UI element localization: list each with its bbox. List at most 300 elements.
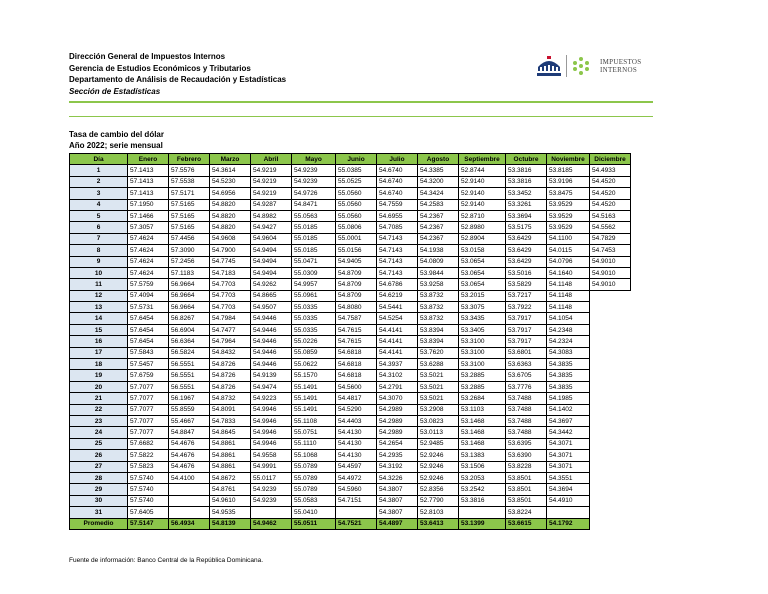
rate-cell: 53.2885 xyxy=(459,370,506,381)
rate-cell: 53.3100 xyxy=(459,336,506,347)
rate-cell: 53.7488 xyxy=(506,427,547,438)
header-line-2: Gerencia de Estudios Económicos y Tributarios xyxy=(69,63,251,73)
rate-cell: 54.1148 xyxy=(547,302,590,313)
rate-cell: 54.9494 xyxy=(251,256,292,267)
rate-cell: 54.9223 xyxy=(251,393,292,404)
rate-cell: 54.9608 xyxy=(210,233,251,244)
rate-cell: 57.1183 xyxy=(169,267,210,278)
rate-cell: 54.4130 xyxy=(336,438,377,449)
rate-cell: 55.0563 xyxy=(292,210,336,221)
rate-cell: 54.6818 xyxy=(336,359,377,370)
rate-cell: 53.0654 xyxy=(459,279,506,290)
average-cell xyxy=(590,518,631,529)
rate-cell: 53.0654 xyxy=(459,267,506,278)
rate-cell: 54.3614 xyxy=(210,165,251,176)
rate-cell: 53.0158 xyxy=(459,245,506,256)
rate-cell: 54.8982 xyxy=(251,210,292,221)
day-cell: 28 xyxy=(70,472,128,483)
rate-cell: 53.7488 xyxy=(506,415,547,426)
rate-cell: 54.0796 xyxy=(547,256,590,267)
rate-cell: 54.8820 xyxy=(210,210,251,221)
rate-cell: 54.5254 xyxy=(377,313,418,324)
rate-cell xyxy=(590,313,631,324)
rate-cell: 54.9219 xyxy=(251,188,292,199)
rate-cell: 56.5551 xyxy=(169,381,210,392)
rate-cell xyxy=(336,507,377,518)
rate-cell: 54.9446 xyxy=(251,347,292,358)
table-row xyxy=(70,267,631,278)
rate-cell: 54.6219 xyxy=(377,290,418,301)
rate-cell: 55.0789 xyxy=(292,472,336,483)
rate-cell: 53.8224 xyxy=(506,507,547,518)
rate-cell: 54.5562 xyxy=(590,222,631,233)
day-cell: 11 xyxy=(70,279,128,290)
rate-cell: 54.9726 xyxy=(292,188,336,199)
rate-cell: 52.9246 xyxy=(418,450,459,461)
column-header: Mayo xyxy=(292,154,336,165)
table-row xyxy=(70,233,631,244)
day-cell: 7 xyxy=(70,233,128,244)
rate-cell: 54.6955 xyxy=(377,210,418,221)
rate-cell: 53.7620 xyxy=(418,347,459,358)
rate-cell: 53.6395 xyxy=(506,438,547,449)
table-row xyxy=(70,427,631,438)
rate-cell: 52.9246 xyxy=(418,461,459,472)
rate-cell: 54.5441 xyxy=(377,302,418,313)
rate-cell: 54.6818 xyxy=(336,370,377,381)
rate-cell: 55.0560 xyxy=(336,210,377,221)
header-line-1: Dirección General de Impuestos Internos xyxy=(69,52,226,61)
average-cell: 53.1399 xyxy=(459,518,506,529)
rate-cell: 54.3835 xyxy=(547,370,590,381)
rate-cell: 54.4910 xyxy=(547,495,590,506)
rate-cell: 57.4624 xyxy=(128,256,169,267)
rate-cell: 57.3090 xyxy=(169,245,210,256)
rate-cell: 53.9529 xyxy=(547,199,590,210)
rate-cell: 53.6363 xyxy=(506,359,547,370)
average-cell: 54.9462 xyxy=(251,518,292,529)
rate-cell: 57.7077 xyxy=(128,381,169,392)
rate-cell: 54.3226 xyxy=(377,472,418,483)
rate-cell: 53.3100 xyxy=(459,347,506,358)
rate-cell: 56.6364 xyxy=(169,336,210,347)
rate-cell: 53.8475 xyxy=(547,188,590,199)
rate-cell: 53.6429 xyxy=(506,233,547,244)
rate-cell: 57.4456 xyxy=(169,233,210,244)
rate-cell: 54.2348 xyxy=(547,324,590,335)
rate-cell: 57.1413 xyxy=(128,188,169,199)
rate-cell: 54.8709 xyxy=(336,279,377,290)
day-cell: 20 xyxy=(70,381,128,392)
rate-cell: 54.9287 xyxy=(251,199,292,210)
exchange-rate-table xyxy=(69,153,631,530)
rate-cell: 55.0525 xyxy=(336,176,377,187)
rate-cell: 55.0859 xyxy=(292,347,336,358)
average-cell: 54.1792 xyxy=(547,518,590,529)
rate-cell: 54.1402 xyxy=(547,404,590,415)
average-cell: 57.5147 xyxy=(128,518,169,529)
rate-cell: 53.6429 xyxy=(506,245,547,256)
rate-cell: 55.0806 xyxy=(336,222,377,233)
rate-cell: 53.5829 xyxy=(506,279,547,290)
column-header: Agosto xyxy=(418,154,459,165)
rate-cell: 55.0560 xyxy=(336,199,377,210)
rate-cell: 55.1491 xyxy=(292,404,336,415)
rate-cell: 54.7085 xyxy=(377,222,418,233)
rate-cell: 57.5822 xyxy=(128,450,169,461)
rate-cell: 54.3937 xyxy=(377,359,418,370)
rate-cell: 52.8904 xyxy=(459,233,506,244)
rate-cell: 54.8820 xyxy=(210,222,251,233)
rate-cell: 55.0961 xyxy=(292,290,336,301)
rate-cell: 55.1491 xyxy=(292,381,336,392)
rate-cell: 53.3435 xyxy=(459,313,506,324)
table-row xyxy=(70,313,631,324)
rate-cell: 54.2989 xyxy=(377,404,418,415)
rate-cell: 52.8103 xyxy=(418,507,459,518)
rate-cell: 54.4972 xyxy=(336,472,377,483)
rate-cell: 57.5171 xyxy=(169,188,210,199)
table-row xyxy=(70,359,631,370)
rate-cell: 54.2654 xyxy=(377,438,418,449)
rate-cell: 54.7833 xyxy=(210,415,251,426)
rate-cell: 57.1950 xyxy=(128,199,169,210)
rate-cell: 54.3071 xyxy=(547,450,590,461)
rate-cell: 54.7151 xyxy=(336,495,377,506)
rate-cell xyxy=(547,507,590,518)
rate-cell: 54.9991 xyxy=(251,461,292,472)
rate-cell: 54.3694 xyxy=(547,484,590,495)
average-label: Promedio xyxy=(70,518,128,529)
rate-cell: 53.5021 xyxy=(418,393,459,404)
rate-cell: 53.7917 xyxy=(506,324,547,335)
table-row xyxy=(70,404,631,415)
rate-cell: 53.5021 xyxy=(418,381,459,392)
rate-cell: 54.8761 xyxy=(210,484,251,495)
rate-cell: 53.3261 xyxy=(506,199,547,210)
rate-cell: 54.8432 xyxy=(210,347,251,358)
day-cell: 24 xyxy=(70,427,128,438)
rate-cell: 54.6818 xyxy=(336,347,377,358)
rate-cell: 54.9239 xyxy=(292,176,336,187)
table-row xyxy=(70,302,631,313)
rate-cell: 53.7922 xyxy=(506,302,547,313)
day-cell: 1 xyxy=(70,165,128,176)
rate-cell: 55.0001 xyxy=(336,233,377,244)
rate-cell: 54.6786 xyxy=(377,279,418,290)
rate-cell: 53.3405 xyxy=(459,324,506,335)
table-title-line-2: Año 2022; serie mensual xyxy=(69,141,163,150)
rate-cell: 54.8471 xyxy=(292,199,336,210)
rate-cell: 54.6740 xyxy=(377,176,418,187)
rate-cell: 57.4624 xyxy=(128,245,169,256)
logo-text xyxy=(600,58,641,74)
day-cell: 22 xyxy=(70,404,128,415)
rate-cell: 53.3816 xyxy=(459,495,506,506)
rate-cell: 54.8080 xyxy=(336,302,377,313)
column-header: Enero xyxy=(128,154,169,165)
rate-cell: 54.9946 xyxy=(251,415,292,426)
rate-cell: 54.7745 xyxy=(210,256,251,267)
rate-cell: 53.9529 xyxy=(547,210,590,221)
column-header: Junio xyxy=(336,154,377,165)
column-header: Noviembre xyxy=(547,154,590,165)
rate-cell: 56.9664 xyxy=(169,302,210,313)
rate-cell xyxy=(590,507,631,518)
rate-cell: 54.7559 xyxy=(377,199,418,210)
rate-cell: 54.9219 xyxy=(251,176,292,187)
rate-cell: 57.5740 xyxy=(128,495,169,506)
rate-cell: 55.0309 xyxy=(292,267,336,278)
rate-cell: 57.2456 xyxy=(169,256,210,267)
rate-cell: 54.1148 xyxy=(547,290,590,301)
rate-cell: 54.8091 xyxy=(210,404,251,415)
rate-cell: 54.5290 xyxy=(336,404,377,415)
table-row xyxy=(70,245,631,256)
rate-cell xyxy=(590,302,631,313)
leaf-mark-icon xyxy=(573,57,589,75)
rate-cell: 55.0751 xyxy=(292,427,336,438)
rate-cell: 54.1938 xyxy=(418,245,459,256)
rate-cell xyxy=(590,336,631,347)
rate-cell: 53.2908 xyxy=(418,404,459,415)
column-header: Febrero xyxy=(169,154,210,165)
table-row xyxy=(70,324,631,335)
rate-cell: 54.1100 xyxy=(547,233,590,244)
rate-cell: 54.9610 xyxy=(210,495,251,506)
table-row xyxy=(70,438,631,449)
column-header: Marzo xyxy=(210,154,251,165)
table-row xyxy=(70,188,631,199)
day-cell: 6 xyxy=(70,222,128,233)
day-cell: 29 xyxy=(70,484,128,495)
rate-cell: 54.7453 xyxy=(590,245,631,256)
rate-cell: 53.8501 xyxy=(506,484,547,495)
rate-cell: 54.2935 xyxy=(377,450,418,461)
table-row xyxy=(70,381,631,392)
rate-cell: 57.6454 xyxy=(128,313,169,324)
rate-cell: 54.9446 xyxy=(251,336,292,347)
rate-cell: 55.0335 xyxy=(292,302,336,313)
rate-cell: 53.1383 xyxy=(459,450,506,461)
average-cell: 54.4897 xyxy=(377,518,418,529)
rate-cell: 54.7900 xyxy=(210,245,251,256)
rate-cell: 53.7917 xyxy=(506,313,547,324)
rate-cell: 55.0335 xyxy=(292,313,336,324)
rate-cell: 56.5551 xyxy=(169,359,210,370)
rate-cell: 53.1506 xyxy=(459,461,506,472)
logo-text-line-2: INTERNOS xyxy=(600,66,638,74)
table-row xyxy=(70,507,631,518)
rate-cell: 54.5600 xyxy=(336,381,377,392)
average-cell: 54.8139 xyxy=(210,518,251,529)
rate-cell: 57.6454 xyxy=(128,324,169,335)
rate-cell: 54.9946 xyxy=(251,438,292,449)
rate-cell: 54.4676 xyxy=(169,438,210,449)
rate-cell: 55.0471 xyxy=(292,256,336,267)
table-row xyxy=(70,495,631,506)
rate-cell: 54.9507 xyxy=(251,302,292,313)
rate-cell: 55.0789 xyxy=(292,484,336,495)
rate-cell: 53.1468 xyxy=(459,427,506,438)
rate-cell: 54.7143 xyxy=(377,256,418,267)
rate-cell: 54.4141 xyxy=(377,336,418,347)
rate-cell xyxy=(590,450,631,461)
rate-cell: 53.1468 xyxy=(459,415,506,426)
rate-cell xyxy=(590,324,631,335)
rate-cell: 54.3070 xyxy=(377,393,418,404)
day-cell: 25 xyxy=(70,438,128,449)
rate-cell: 54.2791 xyxy=(377,381,418,392)
table-row xyxy=(70,370,631,381)
rate-cell: 57.5576 xyxy=(169,165,210,176)
rate-cell: 54.7703 xyxy=(210,290,251,301)
rate-cell xyxy=(590,495,631,506)
day-cell: 21 xyxy=(70,393,128,404)
rate-cell: 53.3075 xyxy=(459,302,506,313)
rate-cell: 53.5021 xyxy=(418,370,459,381)
rate-cell: 54.0809 xyxy=(418,256,459,267)
rate-cell: 54.9010 xyxy=(590,256,631,267)
day-cell: 3 xyxy=(70,188,128,199)
day-cell: 31 xyxy=(70,507,128,518)
rate-cell: 54.8726 xyxy=(210,381,251,392)
rate-cell: 55.0560 xyxy=(336,188,377,199)
rate-cell: 52.9140 xyxy=(459,199,506,210)
rate-cell: 55.0117 xyxy=(251,472,292,483)
rate-cell: 54.8709 xyxy=(336,267,377,278)
rate-cell xyxy=(590,461,631,472)
rate-cell: 54.7703 xyxy=(210,302,251,313)
day-cell: 17 xyxy=(70,347,128,358)
rate-cell: 53.7917 xyxy=(506,336,547,347)
rate-cell: 56.8267 xyxy=(169,313,210,324)
column-header: Septiembre xyxy=(459,154,506,165)
rate-cell: 54.9494 xyxy=(251,267,292,278)
rate-cell: 54.9474 xyxy=(251,381,292,392)
building-icon xyxy=(537,56,561,76)
rate-cell: 54.2583 xyxy=(418,199,459,210)
rate-cell: 53.8501 xyxy=(506,495,547,506)
rate-cell: 57.7077 xyxy=(128,404,169,415)
divider-top xyxy=(69,101,653,103)
rate-cell: 54.1985 xyxy=(547,393,590,404)
rate-cell: 54.8847 xyxy=(169,427,210,438)
rate-cell: 53.9844 xyxy=(418,267,459,278)
rate-cell xyxy=(590,393,631,404)
rate-cell: 54.9558 xyxy=(251,450,292,461)
rate-cell: 54.8861 xyxy=(210,461,251,472)
rate-cell: 52.8356 xyxy=(418,484,459,495)
rate-cell: 53.8228 xyxy=(506,461,547,472)
table-row xyxy=(70,450,631,461)
rate-cell: 54.8726 xyxy=(210,370,251,381)
rate-cell: 54.8861 xyxy=(210,438,251,449)
rate-cell: 53.1103 xyxy=(459,404,506,415)
day-cell: 4 xyxy=(70,199,128,210)
day-cell: 5 xyxy=(70,210,128,221)
rate-cell: 53.9258 xyxy=(418,279,459,290)
average-row xyxy=(70,518,631,529)
divider-bottom xyxy=(69,116,653,117)
rate-cell: 54.9446 xyxy=(251,359,292,370)
rate-cell: 53.7217 xyxy=(506,290,547,301)
rate-cell: 53.5016 xyxy=(506,267,547,278)
rate-cell: 54.7703 xyxy=(210,279,251,290)
rate-cell: 57.1413 xyxy=(128,165,169,176)
rate-cell: 53.8394 xyxy=(418,324,459,335)
rate-cell: 57.5165 xyxy=(169,210,210,221)
rate-cell: 55.0185 xyxy=(292,245,336,256)
rate-cell: 54.9494 xyxy=(251,245,292,256)
rate-cell: 54.9219 xyxy=(251,165,292,176)
rate-cell: 53.3100 xyxy=(459,359,506,370)
rate-cell: 54.4676 xyxy=(169,461,210,472)
rate-cell: 54.9010 xyxy=(590,267,631,278)
rate-cell: 54.6956 xyxy=(210,188,251,199)
day-cell: 26 xyxy=(70,450,128,461)
rate-cell: 53.5175 xyxy=(506,222,547,233)
rate-cell: 52.9246 xyxy=(418,472,459,483)
rate-cell: 55.0410 xyxy=(292,507,336,518)
rate-cell: 54.3442 xyxy=(547,427,590,438)
rate-cell: 55.0185 xyxy=(292,222,336,233)
table-row xyxy=(70,210,631,221)
table-row xyxy=(70,484,631,495)
rate-cell xyxy=(590,472,631,483)
day-cell: 19 xyxy=(70,370,128,381)
rate-cell: 53.0823 xyxy=(418,415,459,426)
rate-cell: 53.3816 xyxy=(506,165,547,176)
rate-cell: 53.6390 xyxy=(506,450,547,461)
rate-cell: 53.6288 xyxy=(418,359,459,370)
rate-cell xyxy=(169,484,210,495)
rate-cell: 54.3102 xyxy=(377,370,418,381)
day-cell: 13 xyxy=(70,302,128,313)
rate-cell: 55.1491 xyxy=(292,393,336,404)
rate-cell: 57.5731 xyxy=(128,302,169,313)
rate-cell: 54.2989 xyxy=(377,415,418,426)
rate-cell: 53.9529 xyxy=(547,222,590,233)
average-cell: 53.6413 xyxy=(418,518,459,529)
table-row xyxy=(70,393,631,404)
table-row xyxy=(70,165,631,176)
rate-cell xyxy=(590,415,631,426)
rate-cell: 53.8394 xyxy=(418,336,459,347)
rate-cell: 54.9446 xyxy=(251,324,292,335)
column-header: Día xyxy=(70,154,128,165)
table-title-line-1: Tasa de cambio del dólar xyxy=(69,130,164,139)
table-row xyxy=(70,290,631,301)
rate-cell xyxy=(590,438,631,449)
rate-cell: 54.4520 xyxy=(590,188,631,199)
rate-cell: 57.5457 xyxy=(128,359,169,370)
rate-cell: 54.7964 xyxy=(210,336,251,347)
day-cell: 8 xyxy=(70,245,128,256)
table-row xyxy=(70,222,631,233)
day-cell: 15 xyxy=(70,324,128,335)
rate-cell: 53.7488 xyxy=(506,393,547,404)
rate-cell: 56.9664 xyxy=(169,290,210,301)
rate-cell: 53.9196 xyxy=(547,176,590,187)
rate-cell xyxy=(251,507,292,518)
table-row xyxy=(70,461,631,472)
rate-cell: 54.9239 xyxy=(292,165,336,176)
rate-cell: 54.1054 xyxy=(547,313,590,324)
day-cell: 16 xyxy=(70,336,128,347)
rate-cell: 52.7790 xyxy=(418,495,459,506)
rate-cell: 54.3807 xyxy=(377,495,418,506)
